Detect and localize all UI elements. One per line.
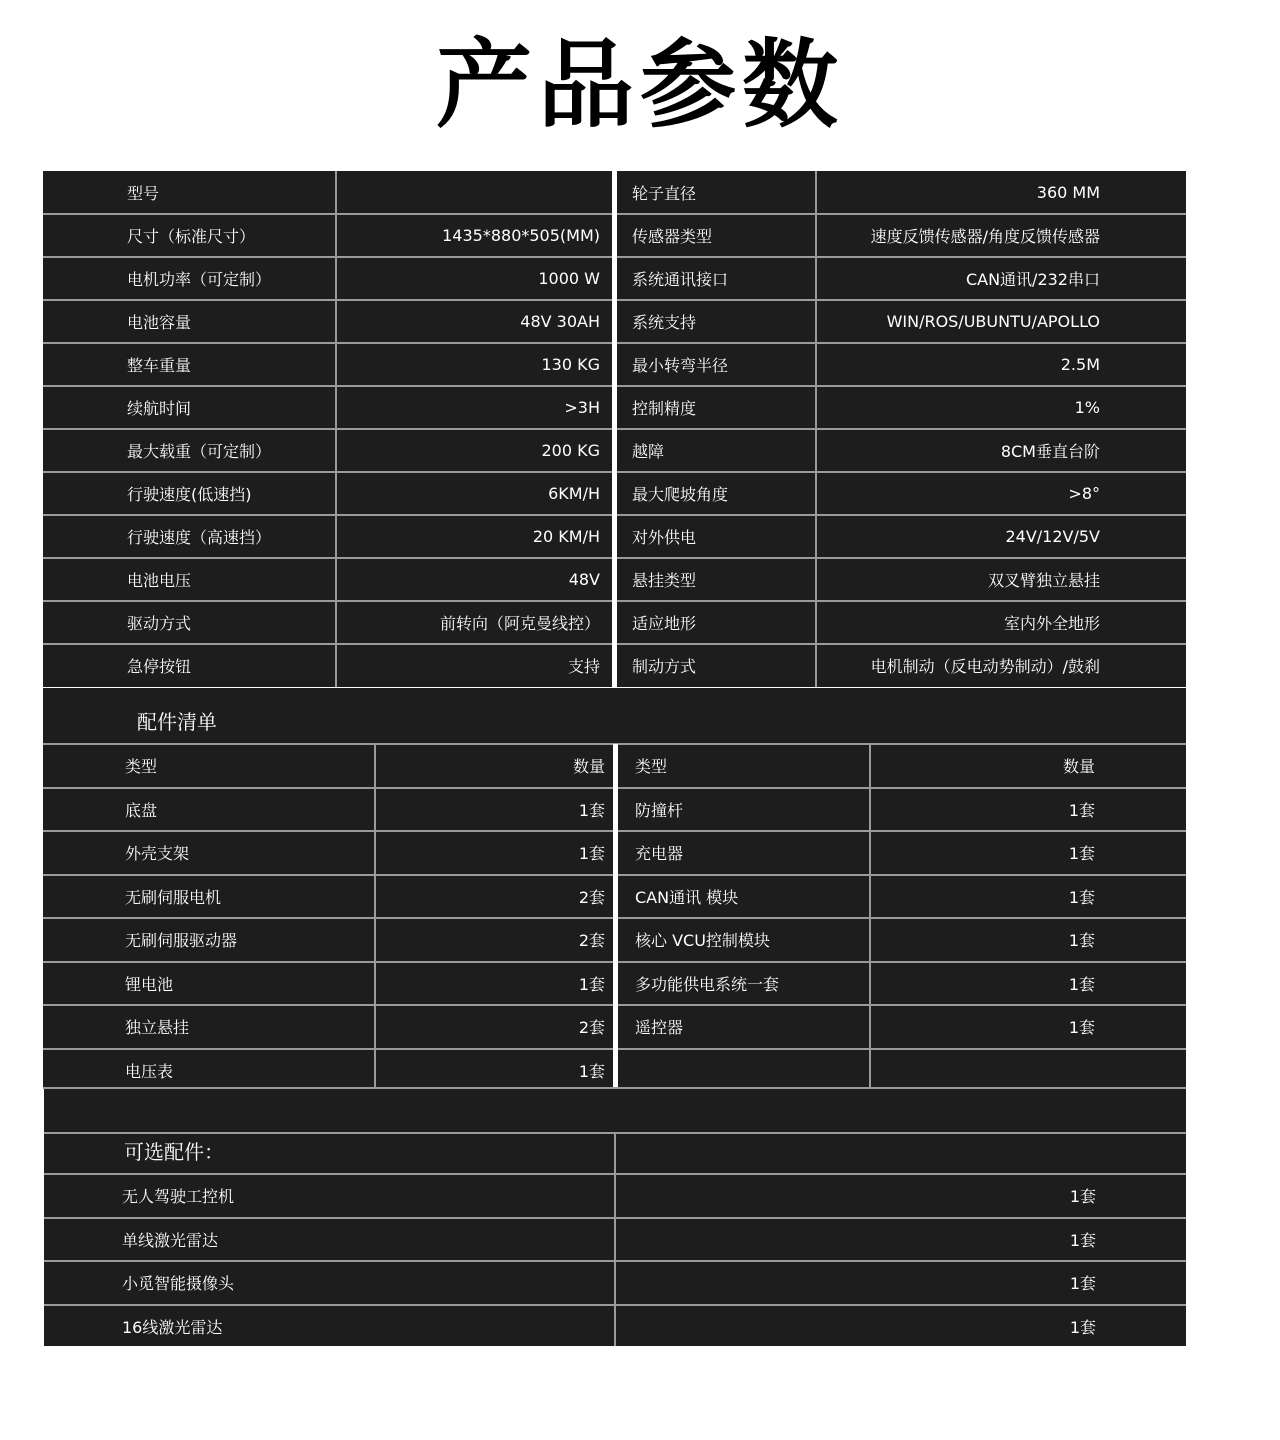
spec-label: 驱动方式 xyxy=(127,614,192,633)
optional-name: 小觅智能摄像头 xyxy=(122,1274,235,1294)
spec-label: 对外供电 xyxy=(632,528,697,547)
spec-value: 360 MM xyxy=(1036,183,1100,202)
spec-label: 行驶速度(低速挡) xyxy=(127,485,252,504)
accessory-name: CAN通讯 模块 xyxy=(635,887,739,907)
page-title: 产品参数 xyxy=(436,29,844,141)
spec-label: 电池容量 xyxy=(127,313,192,332)
spec-label: 尺寸（标准尺寸） xyxy=(127,227,256,246)
accessory-qty: 1套 xyxy=(1068,844,1095,864)
spec-value: 电机制动（反电动势制动）/鼓刹 xyxy=(870,657,1100,676)
spec-value: 48V xyxy=(568,570,600,589)
spec-label: 最大载重（可定制） xyxy=(127,442,272,461)
spec-value: 1435*880*505(MM) xyxy=(442,226,600,245)
accessory-table-title: 配件清单 xyxy=(137,710,217,734)
spec-label: 最小转弯半径 xyxy=(632,356,729,375)
column-header-qty: 数量 xyxy=(572,757,605,777)
optional-qty: 1套 xyxy=(1069,1317,1096,1337)
spec-label: 轮子直径 xyxy=(632,184,697,203)
accessory-name: 多功能供电系统一套 xyxy=(635,974,780,994)
accessory-name: 遥控器 xyxy=(635,1018,684,1038)
spec-value: 1000 W xyxy=(538,269,600,288)
spec-value: >3H xyxy=(564,398,600,417)
accessory-qty: 2套 xyxy=(578,887,605,907)
spec-label: 行驶速度（高速挡） xyxy=(127,528,272,547)
column-header-type: 类型 xyxy=(635,757,668,777)
spec-label: 传感器类型 xyxy=(632,227,713,246)
optional-qty: 1套 xyxy=(1069,1187,1096,1207)
accessory-qty: 1套 xyxy=(578,844,605,864)
optional-name: 16线激光雷达 xyxy=(122,1317,223,1337)
accessory-name: 外壳支架 xyxy=(125,844,190,864)
spec-label: 系统支持 xyxy=(632,313,697,332)
accessory-qty: 1套 xyxy=(578,1061,605,1081)
accessory-name: 电压表 xyxy=(125,1061,174,1081)
accessory-qty: 1套 xyxy=(578,974,605,994)
optional-qty: 1套 xyxy=(1069,1274,1096,1294)
spec-value: 130 KG xyxy=(541,355,600,374)
spec-value: 室内外全地形 xyxy=(1003,614,1100,633)
spec-label: 最大爬坡角度 xyxy=(632,485,729,504)
accessory-qty: 1套 xyxy=(1068,800,1095,820)
spec-value: 6KM/H xyxy=(548,484,600,503)
accessory-qty: 1套 xyxy=(1068,931,1095,951)
accessory-name: 充电器 xyxy=(635,844,684,864)
spec-label: 控制精度 xyxy=(632,399,697,418)
spec-label: 电机功率（可定制） xyxy=(127,270,272,289)
column-divider xyxy=(374,744,376,1092)
spec-value: 8CM垂直台阶 xyxy=(1000,442,1100,461)
accessory-name: 防撞杆 xyxy=(635,800,684,820)
spec-value: CAN通讯/232串口 xyxy=(965,270,1100,289)
spec-label: 电池电压 xyxy=(127,571,192,590)
spec-table xyxy=(43,171,1186,687)
spec-label: 急停按钮 xyxy=(127,657,192,676)
spec-value: >8° xyxy=(1068,484,1100,503)
spec-label: 型号 xyxy=(127,184,160,203)
optional-table-title: 可选配件： xyxy=(124,1140,224,1164)
spec-label: 续航时间 xyxy=(127,399,192,418)
accessory-name: 底盘 xyxy=(125,800,158,820)
optional-qty: 1套 xyxy=(1069,1230,1096,1250)
column-divider xyxy=(335,171,337,687)
accessory-qty: 2套 xyxy=(578,1018,605,1038)
spec-value: 速度反馈传感器/角度反馈传感器 xyxy=(870,227,1100,246)
spec-value: 支持 xyxy=(567,657,600,676)
column-divider xyxy=(815,171,817,687)
accessory-qty: 2套 xyxy=(578,931,605,951)
spec-label: 制动方式 xyxy=(632,657,697,676)
spec-label: 整车重量 xyxy=(127,356,192,375)
column-header-type: 类型 xyxy=(125,757,158,777)
spec-value: 200 KG xyxy=(541,441,600,460)
optional-name: 单线激光雷达 xyxy=(122,1230,219,1250)
spec-value: WIN/ROS/UBUNTU/APOLLO xyxy=(886,312,1100,331)
accessory-name: 锂电池 xyxy=(125,974,174,994)
column-gap xyxy=(612,171,617,687)
column-gap xyxy=(613,744,618,1092)
accessory-qty: 1套 xyxy=(1068,1018,1095,1038)
accessory-name: 独立悬挂 xyxy=(125,1018,190,1038)
spec-value: 24V/12V/5V xyxy=(1005,527,1100,546)
spec-value: 20 KM/H xyxy=(532,527,600,546)
spec-label: 适应地形 xyxy=(632,614,697,633)
accessory-name: 核心 VCU控制模块 xyxy=(635,931,770,951)
table-spacer xyxy=(44,1089,1186,1132)
spec-value: 48V 30AH xyxy=(520,312,600,331)
optional-table xyxy=(44,1132,1186,1346)
accessory-table xyxy=(43,688,1186,1088)
column-header-qty: 数量 xyxy=(1062,757,1095,777)
accessory-name: 无刷伺服驱动器 xyxy=(125,931,238,951)
spec-value: 1% xyxy=(1074,398,1100,417)
column-divider xyxy=(869,744,871,1092)
spec-label: 越障 xyxy=(632,442,665,461)
spec-value: 前转向（阿克曼线控） xyxy=(439,614,600,633)
accessory-name: 无刷伺服电机 xyxy=(125,887,222,907)
spec-value xyxy=(338,171,600,214)
spec-value: 2.5M xyxy=(1060,355,1100,374)
accessory-qty: 1套 xyxy=(1068,887,1095,907)
spec-label: 系统通讯接口 xyxy=(632,270,729,289)
spec-value: 双叉臂独立悬挂 xyxy=(987,571,1100,590)
optional-name: 无人驾驶工控机 xyxy=(122,1187,235,1207)
accessory-qty: 1套 xyxy=(1068,974,1095,994)
column-divider xyxy=(614,1132,616,1346)
spec-label: 悬挂类型 xyxy=(632,571,697,590)
accessory-qty: 1套 xyxy=(578,800,605,820)
